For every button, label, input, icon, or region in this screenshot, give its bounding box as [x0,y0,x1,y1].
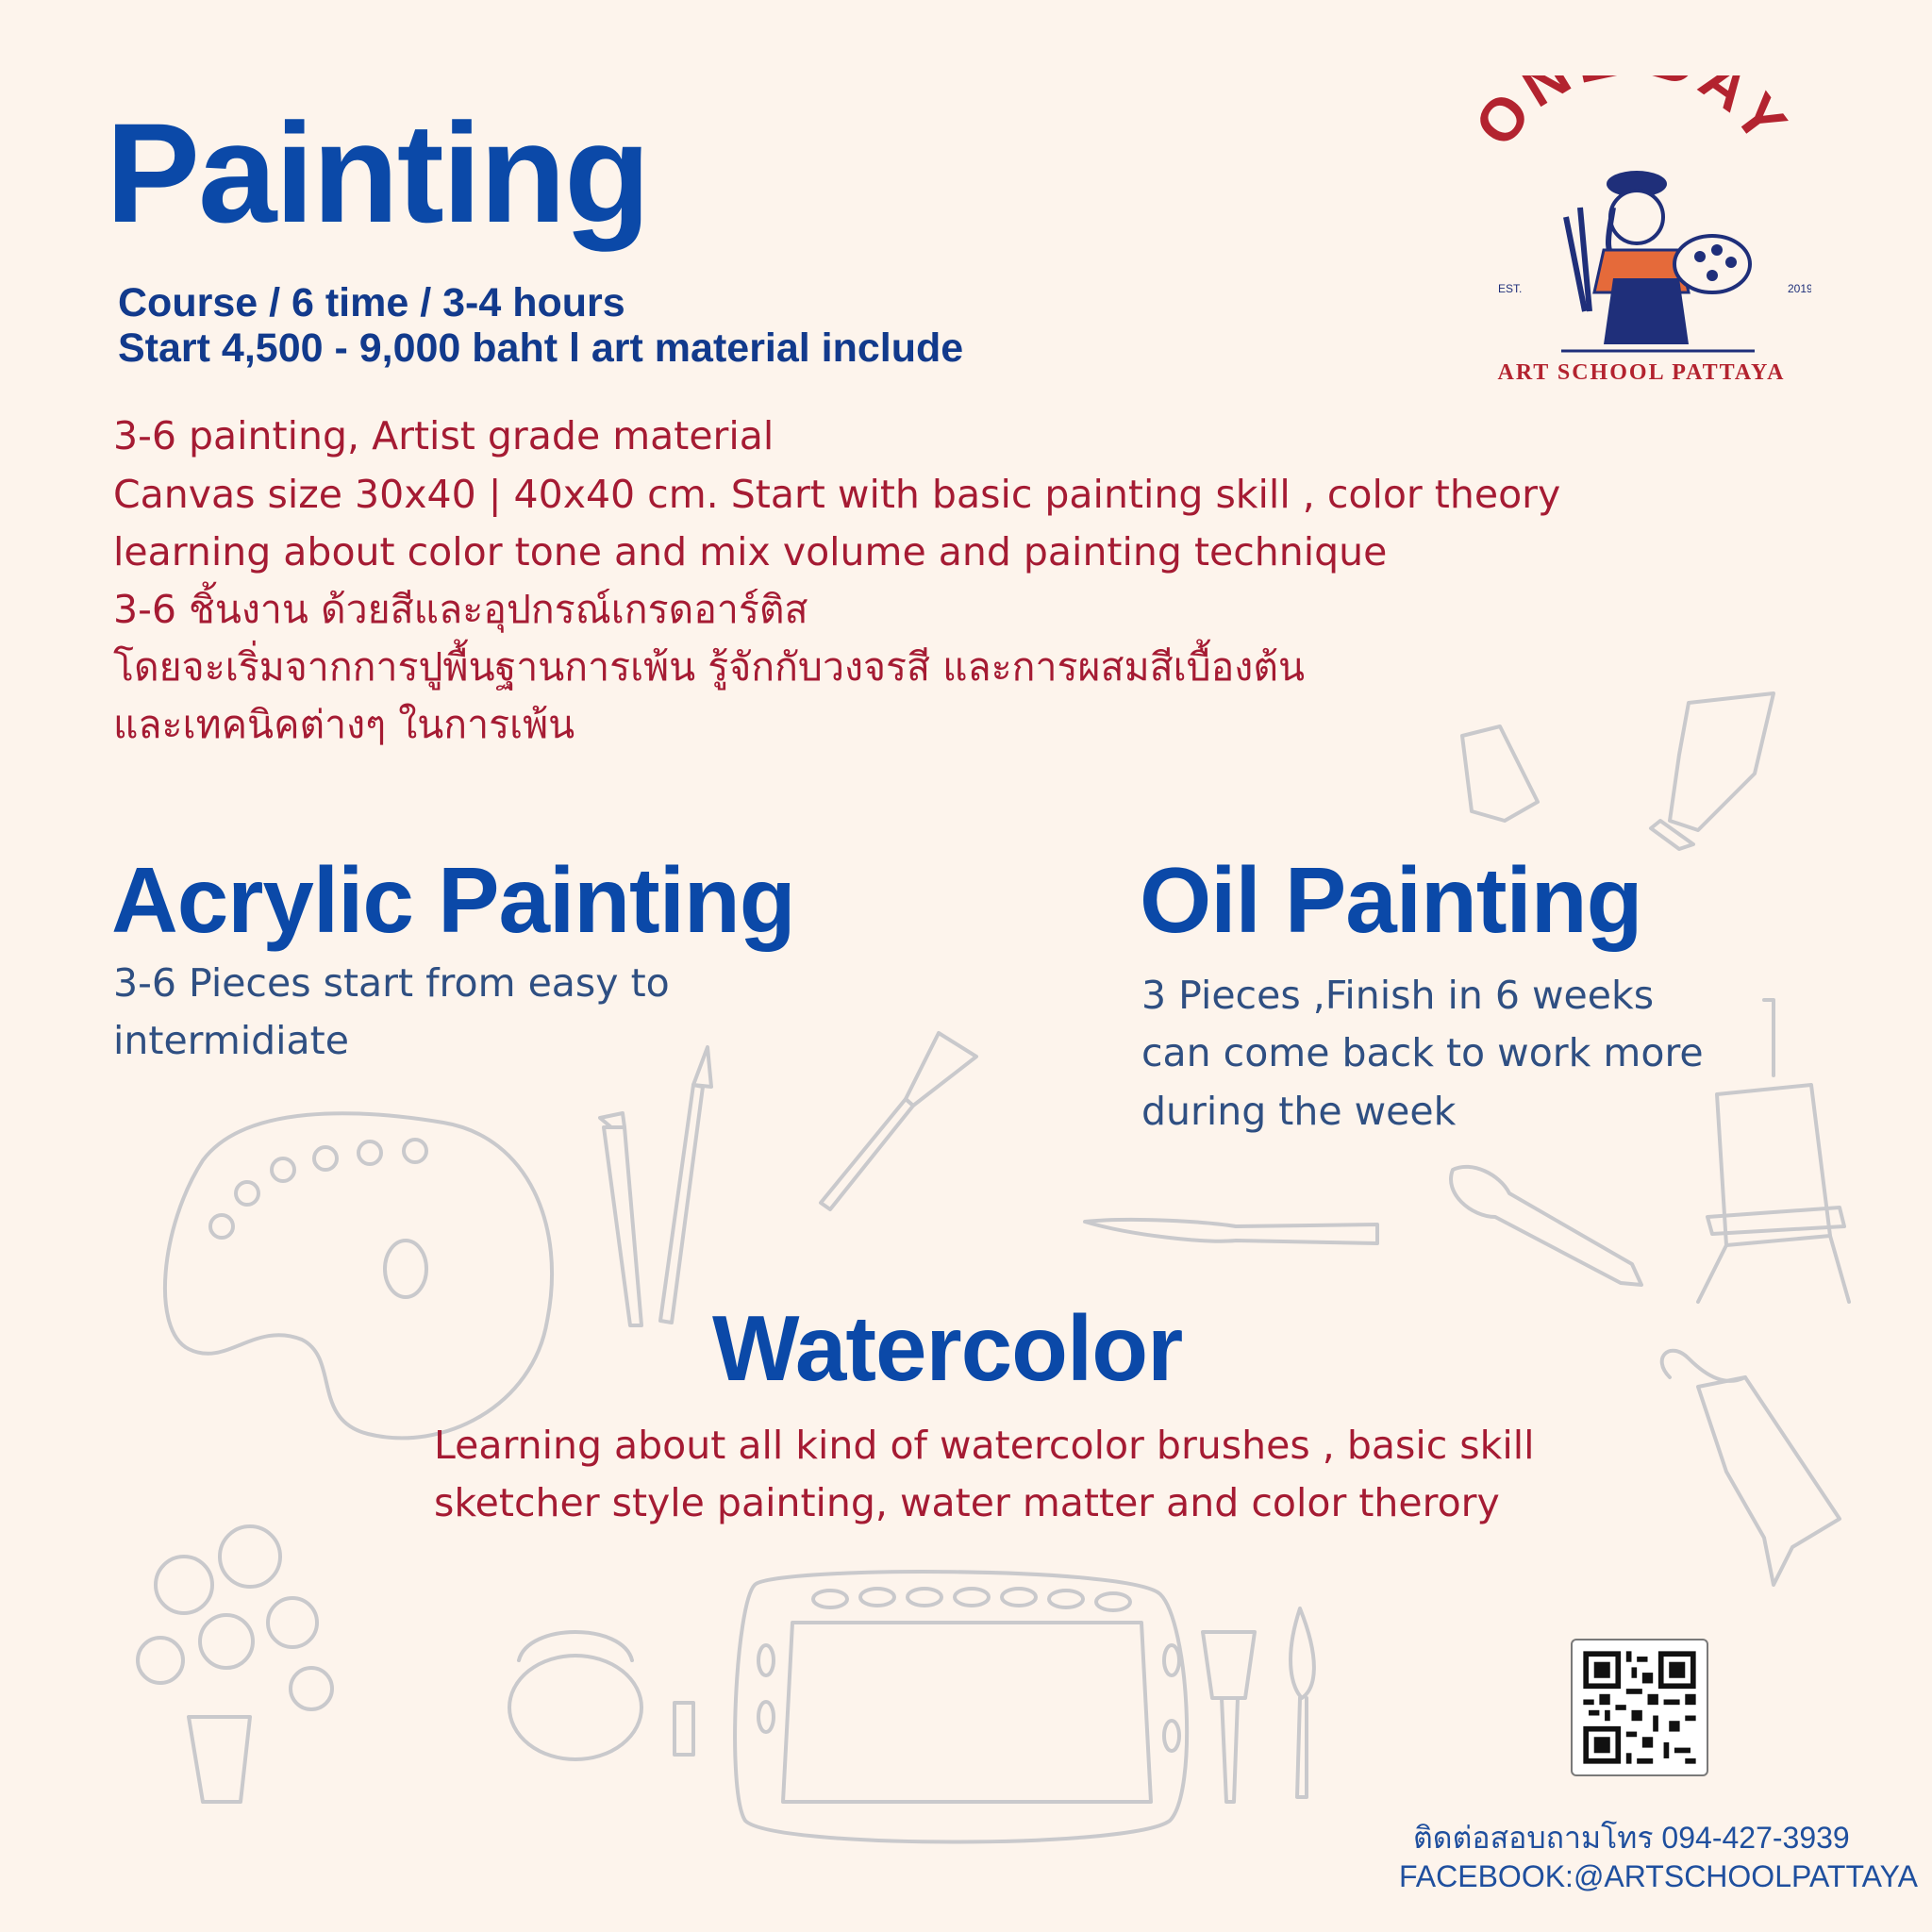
artist-character-icon [1561,171,1755,351]
price-info: Start 4,500 - 9,000 baht l art material include [118,325,964,371]
watercolor-line: Learning about all kind of watercolor brushes , basic skill [434,1423,1535,1468]
course-info: Course / 6 time / 3-4 hours [118,280,625,325]
intro-line: 3-6 painting, Artist grade material [113,413,774,458]
intro-line-thai: 3-6 ชิ้นงาน ด้วยสีและอุปกรณ์เกรดอาร์ติส [113,587,808,632]
watercolor-line: sketcher style painting, water matter and color therory [434,1480,1500,1525]
acrylic-line: 3-6 Pieces start from easy to [113,960,670,1006]
palette-doodle-icon [165,1113,552,1438]
easel-doodle-icon [1698,1000,1849,1302]
oil-heading: Oil Painting [1140,848,1642,952]
intro-line: Canvas size 30x40 | 40x40 cm. Start with basic painting skill , color theory [113,472,1561,517]
watercolor-heading: Watercolor [712,1296,1183,1400]
intro-line-thai: โดยจะเริ่มจากการปูพื้นฐานการเพ้น รู้จักกับวงจรสี และการผสมสีเบื้องต้น [113,644,1305,690]
acrylic-line: intermidiate [113,1018,349,1063]
oil-line: 3 Pieces ,Finish in 6 weeks [1141,973,1655,1018]
oil-line: can come back to work more [1141,1030,1704,1075]
intro-line-thai: และเทคนิคต่างๆ ในการเพ้น [113,702,575,747]
logo-arc-text: ON AY [1460,75,1804,159]
contact-facebook[interactable]: FACEBOOK:@ARTSCHOOLPATTAYA [1399,1859,1918,1893]
logo-school-name: ART SCHOOL PATTAYA [1497,360,1786,385]
acrylic-heading: Acrylic Painting [111,848,795,952]
intro-line: learning about color tone and mix volume and painting technique [113,529,1388,575]
svg-text:ONE DAY [1461,75,1803,158]
logo-est-label: EST. [1498,282,1523,295]
contact-phone: ติดต่อสอบถามโทร 094-427-3939 [1413,1821,1850,1855]
brush-doodle-icon [600,1033,976,1325]
qr-code-icon[interactable] [1571,1639,1708,1776]
logo-year: 2019 [1788,282,1811,295]
page-title: Painting [106,93,649,252]
oil-line: during the week [1141,1089,1457,1134]
school-logo [1453,75,1811,396]
